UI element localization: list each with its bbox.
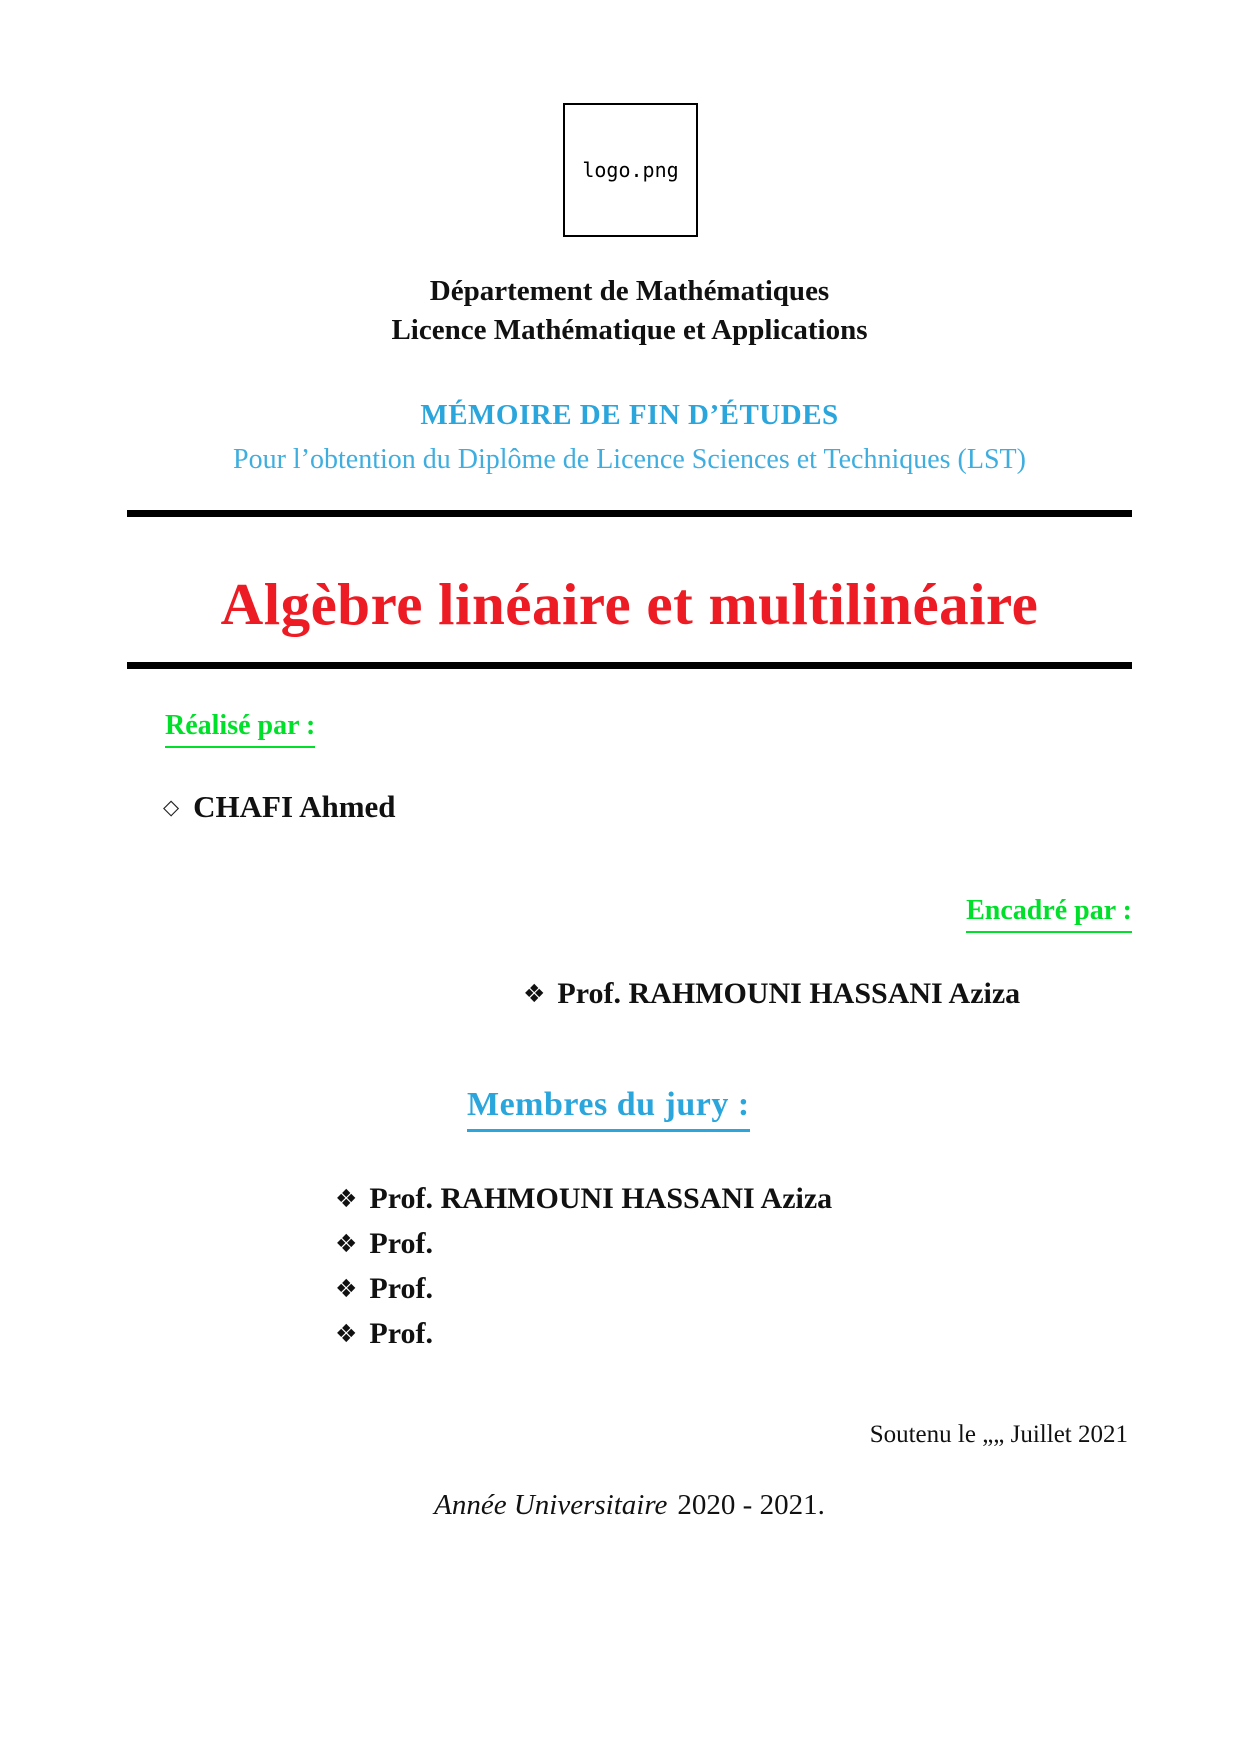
supervisor-name: Prof. RAHMOUNI HASSANI Aziza [557, 977, 1021, 1010]
logo-placeholder-box [563, 103, 698, 237]
jury-member-name: Prof. RAHMOUNI HASSANI Aziza [369, 1182, 833, 1215]
jury-section [467, 1086, 750, 1132]
top-divider-rule [127, 510, 1132, 517]
realise-par-section [165, 710, 315, 748]
thesis-title: Algèbre linéaire et multilinéaire [220, 571, 1039, 637]
jury-member-item [335, 1267, 832, 1312]
realise-par-label: Réalisé par : [165, 710, 315, 748]
supervisor-line [523, 977, 1020, 1011]
encadre-par-section [966, 895, 1132, 933]
memoir-heading: MÉMOIRE DE FIN D’ÉTUDES [420, 399, 839, 431]
four-diamond-bullet-icon: ❖ [335, 1319, 358, 1348]
jury-member-name: Prof. [369, 1317, 434, 1350]
logo-filename-label: logo.png [582, 158, 679, 182]
academic-year-italic: Année Universitaire [434, 1489, 668, 1521]
diamond-bullet-icon: ◇ [163, 795, 180, 819]
four-diamond-bullet-icon: ❖ [335, 1274, 358, 1303]
jury-member-item [335, 1222, 832, 1267]
author-line [163, 789, 396, 825]
jury-member-list [335, 1177, 832, 1357]
defense-date-line: Soutenu le „„ Juillet 2021 [869, 1421, 1128, 1448]
four-diamond-bullet-icon: ❖ [335, 1184, 358, 1213]
author-name: CHAFI Ahmed [193, 789, 396, 824]
bottom-divider-rule [127, 662, 1132, 669]
jury-member-name: Prof. [369, 1272, 434, 1305]
academic-year-line [127, 1489, 1132, 1522]
program-line: Licence Mathématique et Applications [391, 314, 868, 346]
jury-heading: Membres du jury : [467, 1086, 750, 1132]
academic-year-value: 2020 - 2021. [677, 1489, 825, 1521]
jury-member-name: Prof. [369, 1227, 434, 1260]
four-diamond-bullet-icon: ❖ [523, 979, 546, 1008]
jury-member-item [335, 1312, 832, 1357]
encadre-par-label: Encadré par : [966, 895, 1132, 933]
jury-member-item [335, 1177, 832, 1222]
institution-block [127, 272, 1132, 350]
four-diamond-bullet-icon: ❖ [335, 1229, 358, 1258]
department-line: Département de Mathématiques [429, 275, 830, 307]
memoir-subheading: Pour l’obtention du Diplôme de Licence Sciences et Techniques (LST) [233, 444, 1026, 475]
